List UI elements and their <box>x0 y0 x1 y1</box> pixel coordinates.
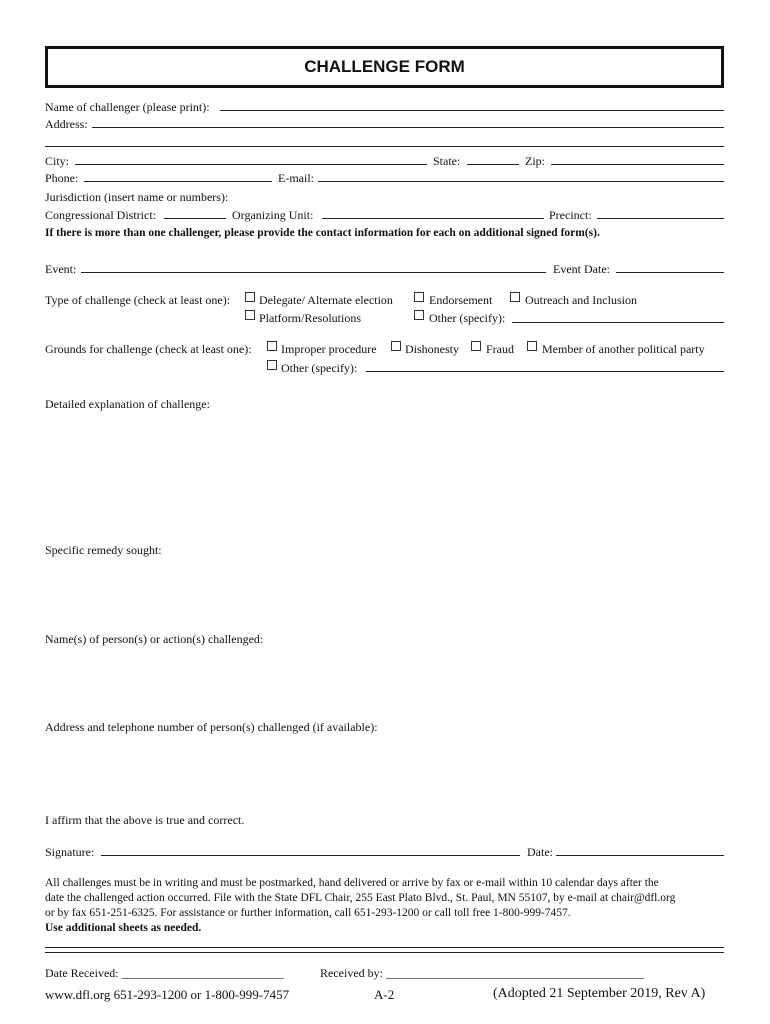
multi-challenger-note: If there is more than one challenger, please provide the contact information for each on additional signed form(s). <box>45 227 600 239</box>
platform-option-label: Platform/Resolutions <box>259 311 361 325</box>
congressional-district-label: Congressional District: <box>45 208 156 222</box>
instructions-line-1: All challenges must be in writing and must be postmarked, hand delivered or arrive by fax or e-mail within 10 calendar days after the <box>45 877 659 889</box>
grounds-other-checkbox[interactable] <box>267 360 277 370</box>
improper-procedure-label: Improper procedure <box>281 342 377 356</box>
fraud-checkbox[interactable] <box>471 341 481 351</box>
signature-label: Signature: <box>45 845 95 859</box>
persons-challenged-label: Name(s) of person(s) or action(s) challenged: <box>45 632 264 646</box>
grounds-label: Grounds for challenge (check at least one): <box>45 342 252 356</box>
jurisdiction-label: Jurisdiction (insert name or numbers): <box>45 190 229 204</box>
address-phone-label: Address and telephone number of person(s) challenged (if available): <box>45 720 378 734</box>
divider-rule-top <box>45 947 724 948</box>
address-phone-area[interactable] <box>45 738 724 808</box>
instructions-line-3: or by fax 651-251-6325. For assistance or further information, call 651-293-1200 or call toll free 1-800-999-7457. <box>45 907 571 919</box>
state-input-line[interactable] <box>467 164 519 165</box>
endorsement-checkbox[interactable] <box>414 292 424 302</box>
zip-label: Zip: <box>525 154 545 168</box>
email-input-line[interactable] <box>318 181 724 182</box>
platform-checkbox[interactable] <box>245 310 255 320</box>
zip-input-line[interactable] <box>551 164 724 165</box>
signature-input-line[interactable] <box>101 855 520 856</box>
state-label: State: <box>433 154 461 168</box>
grounds-other-label: Other (specify): <box>281 361 358 375</box>
event-date-input-line[interactable] <box>616 272 724 273</box>
precinct-label: Precinct: <box>549 208 592 222</box>
type-other-checkbox[interactable] <box>414 310 424 320</box>
organizing-unit-label: Organizing Unit: <box>232 208 314 222</box>
received-by-field: Received by: ___________________________________________ <box>320 966 644 980</box>
name-label: Name of challenger (please print): <box>45 100 210 114</box>
date-label: Date: <box>527 845 553 859</box>
divider-rule-bottom <box>45 952 724 953</box>
address-input-line-2[interactable] <box>45 146 724 147</box>
other-party-label: Member of another political party <box>542 342 705 356</box>
fraud-label: Fraud <box>486 342 514 356</box>
outreach-checkbox[interactable] <box>510 292 520 302</box>
endorsement-option-label: Endorsement <box>429 293 493 307</box>
footer-contact: www.dfl.org 651-293-1200 or 1-800-999-7457 <box>45 987 290 1002</box>
event-label: Event: <box>45 262 77 276</box>
instructions-line-2: date the challenged action occurred. File with the State DFL Chair, 255 East Plato Blvd., St. Paul, MN 55107, by e-mail at chair@dfl.org <box>45 892 676 904</box>
instructions-line-4: Use additional sheets as needed. <box>45 922 202 934</box>
type-other-option-label: Other (specify): <box>429 311 506 325</box>
footer-adopted: (Adopted 21 September 2019, Rev A) <box>493 986 706 1001</box>
explanation-label: Detailed explanation of challenge: <box>45 397 210 411</box>
event-date-label: Event Date: <box>553 262 610 276</box>
phone-input-line[interactable] <box>84 181 272 182</box>
date-received-field: Date Received: ___________________________ <box>45 966 284 980</box>
footer-page-number: A-2 <box>374 987 395 1002</box>
phone-label: Phone: <box>45 171 79 185</box>
congressional-district-input-line[interactable] <box>164 218 226 219</box>
delegate-checkbox[interactable] <box>245 292 255 302</box>
city-input-line[interactable] <box>75 164 427 165</box>
organizing-unit-input-line[interactable] <box>322 218 544 219</box>
date-input-line[interactable] <box>556 855 724 856</box>
address-input-line[interactable] <box>92 127 724 128</box>
remedy-area[interactable] <box>45 561 724 627</box>
affirm-statement: I affirm that the above is true and correct. <box>45 813 245 827</box>
event-input-line[interactable] <box>81 272 546 273</box>
other-party-checkbox[interactable] <box>527 341 537 351</box>
form-title: CHALLENGE FORM <box>304 57 465 76</box>
dishonesty-checkbox[interactable] <box>391 341 401 351</box>
outreach-option-label: Outreach and Inclusion <box>525 293 637 307</box>
name-input-line[interactable] <box>220 110 724 111</box>
delegate-option-label: Delegate/ Alternate election <box>259 293 393 307</box>
remedy-label: Specific remedy sought: <box>45 543 162 557</box>
improper-procedure-checkbox[interactable] <box>267 341 277 351</box>
challenge-type-label: Type of challenge (check at least one): <box>45 293 231 307</box>
city-label: City: <box>45 154 70 168</box>
address-label: Address: <box>45 117 88 131</box>
email-label: E-mail: <box>278 171 314 185</box>
form-title-box <box>45 46 724 88</box>
precinct-input-line[interactable] <box>597 218 724 219</box>
persons-challenged-area[interactable] <box>45 650 724 716</box>
grounds-other-input-line[interactable] <box>366 371 724 372</box>
dishonesty-label: Dishonesty <box>405 342 459 356</box>
type-other-input-line[interactable] <box>512 322 724 323</box>
explanation-area[interactable] <box>45 415 724 535</box>
